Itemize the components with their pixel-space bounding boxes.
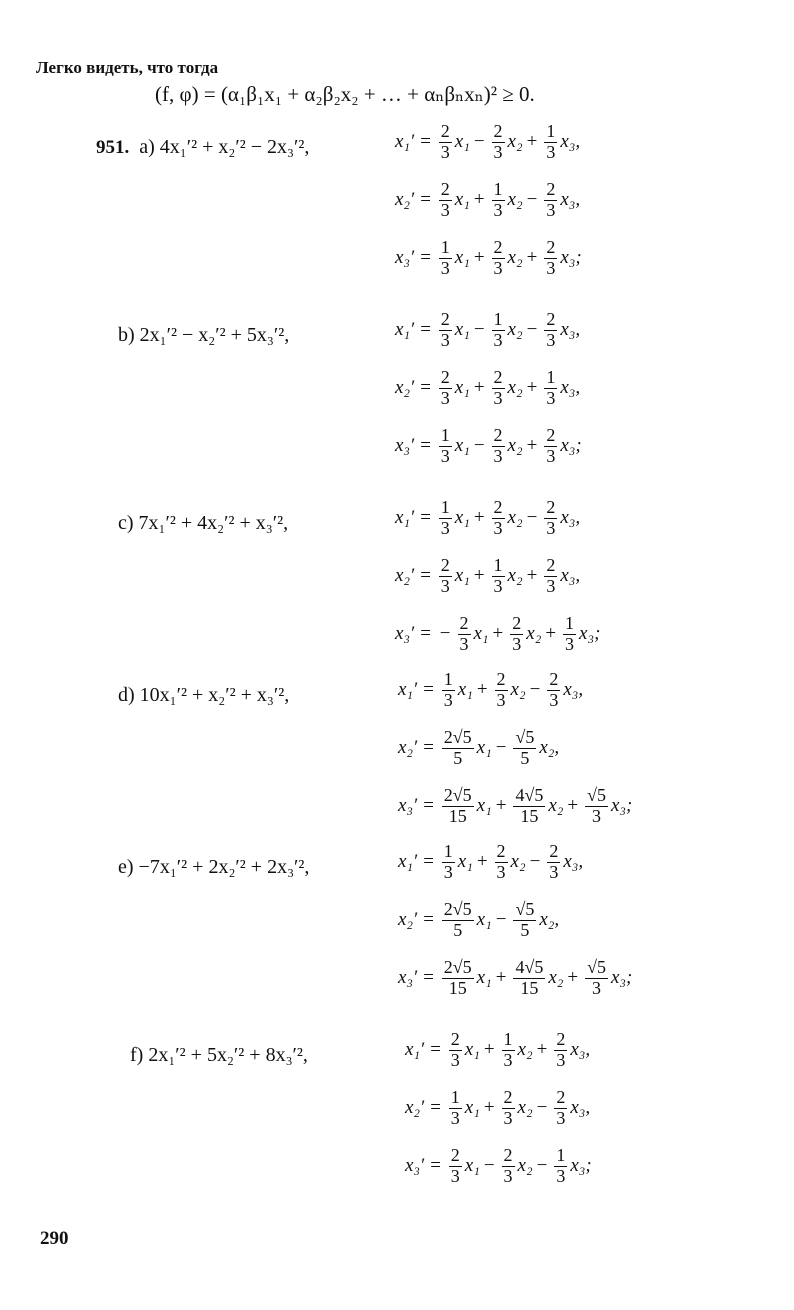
denominator: 3 xyxy=(546,445,556,466)
numerator: 2 xyxy=(546,237,556,257)
equation-lhs: x₁′ = xyxy=(395,507,432,529)
fraction xyxy=(449,1146,462,1187)
part-label xyxy=(118,512,288,535)
operator-sign: + xyxy=(567,967,579,989)
denominator: 3 xyxy=(546,575,556,596)
fraction xyxy=(442,670,455,711)
equation-lhs: x₁′ = xyxy=(398,851,435,873)
fraction xyxy=(492,122,505,163)
fraction xyxy=(449,1030,462,1071)
variable: x₂, xyxy=(539,737,560,759)
numerator: 2 xyxy=(440,367,450,387)
fraction xyxy=(554,1088,567,1129)
numerator: 1 xyxy=(440,497,450,517)
denominator: 5 xyxy=(453,747,463,768)
variable: x₁ xyxy=(464,1039,480,1061)
variable: x₂ xyxy=(548,795,564,817)
operator-sign: − xyxy=(495,737,507,759)
operator-sign: + xyxy=(473,189,485,211)
denominator: 3 xyxy=(546,141,556,162)
numerator: 4√5 xyxy=(515,957,544,977)
variable: x₃, xyxy=(563,679,584,701)
denominator: 3 xyxy=(512,633,522,654)
variable: x₃, xyxy=(560,131,581,153)
variable: x₂ xyxy=(517,1039,533,1061)
denominator: 3 xyxy=(493,445,503,466)
denominator: 3 xyxy=(493,575,503,596)
variable: x₃, xyxy=(560,319,581,341)
numerator: 2 xyxy=(512,613,522,633)
numerator: 2 xyxy=(556,1087,566,1107)
denominator: 3 xyxy=(443,689,453,710)
fraction xyxy=(492,498,505,539)
equation-row xyxy=(395,498,580,539)
operator-sign: + xyxy=(526,565,538,587)
denominator: 3 xyxy=(556,1107,566,1128)
denominator: 3 xyxy=(440,199,450,220)
equation-row xyxy=(398,900,559,941)
numerator: 2 xyxy=(493,497,503,517)
fraction xyxy=(492,426,505,467)
operator-sign: − xyxy=(526,319,538,341)
numerator: 2 xyxy=(450,1145,460,1165)
numerator: 2 xyxy=(440,555,450,575)
fraction xyxy=(495,842,508,883)
variable: x₃, xyxy=(560,565,581,587)
fraction xyxy=(439,498,452,539)
fraction xyxy=(544,180,557,221)
operator-sign: + xyxy=(526,131,538,153)
denominator: 3 xyxy=(503,1107,513,1128)
numerator: 1 xyxy=(565,613,575,633)
numerator: 2 xyxy=(549,669,559,689)
numerator: √5 xyxy=(587,957,606,977)
denominator: 3 xyxy=(440,329,450,350)
variable: x₂ xyxy=(507,435,523,457)
operator-sign: − xyxy=(439,623,451,645)
fraction xyxy=(439,556,452,597)
fraction xyxy=(544,426,557,467)
numerator: 2 xyxy=(493,425,503,445)
part-label xyxy=(118,856,309,879)
operator-sign: + xyxy=(567,795,579,817)
denominator: 3 xyxy=(443,861,453,882)
denominator: 3 xyxy=(565,633,575,654)
equation-lhs: x₁′ = xyxy=(395,131,432,153)
variable: x₃; xyxy=(610,795,633,817)
operator-sign: − xyxy=(473,435,485,457)
numerator: 2 xyxy=(440,179,450,199)
operator-sign: − xyxy=(483,1155,495,1177)
fraction xyxy=(513,900,536,941)
numerator: 2 xyxy=(503,1087,513,1107)
equation-row xyxy=(395,614,600,655)
denominator: 3 xyxy=(493,387,503,408)
numerator: 2 xyxy=(496,669,506,689)
denominator: 3 xyxy=(459,633,469,654)
variable: x₂ xyxy=(517,1097,533,1119)
fraction xyxy=(492,368,505,409)
fraction xyxy=(513,786,545,827)
equation-row xyxy=(395,122,580,163)
variable: x₂ xyxy=(510,679,526,701)
equation-row xyxy=(395,556,580,597)
part-label-text: f) 2x₁′² + 5x₂′² + 8x₃′², xyxy=(130,1044,308,1066)
numerator: 2 xyxy=(503,1145,513,1165)
equation-lhs: x₁′ = xyxy=(398,679,435,701)
variable: x₂ xyxy=(507,565,523,587)
equation-row xyxy=(395,180,580,221)
denominator: 3 xyxy=(450,1049,460,1070)
equation-row xyxy=(405,1088,590,1129)
part-label xyxy=(96,136,309,159)
numerator: 2 xyxy=(459,613,469,633)
fraction xyxy=(495,670,508,711)
variable: x₁ xyxy=(454,435,470,457)
fraction xyxy=(585,786,608,827)
variable: x₃; xyxy=(579,623,601,645)
problem-number: 951. xyxy=(96,137,130,158)
equation-row xyxy=(398,958,632,999)
equation-lhs: x₃′ = xyxy=(398,795,435,817)
variable: x₂ xyxy=(526,623,542,645)
equation-lhs: x₃′ = xyxy=(395,623,432,645)
numerator: 2 xyxy=(546,497,556,517)
variable: x₁ xyxy=(476,795,492,817)
page-number: 290 xyxy=(40,1228,69,1249)
fraction xyxy=(492,556,505,597)
equation-row xyxy=(398,670,583,711)
operator-sign: + xyxy=(483,1039,495,1061)
numerator: 2 xyxy=(496,841,506,861)
variable: x₃; xyxy=(560,435,582,457)
fraction xyxy=(439,426,452,467)
variable: x₁ xyxy=(454,565,470,587)
operator-sign: + xyxy=(473,565,485,587)
numerator: 2 xyxy=(493,367,503,387)
variable: x₃, xyxy=(560,377,581,399)
operator-sign: + xyxy=(476,679,488,701)
fraction xyxy=(544,238,557,279)
numerator: 1 xyxy=(546,121,556,141)
variable: x₂ xyxy=(507,247,523,269)
operator-sign: + xyxy=(473,247,485,269)
part-label-text: d) 10x₁′² + x₂′² + x₃′², xyxy=(118,684,290,706)
denominator: 3 xyxy=(440,445,450,466)
fraction xyxy=(513,958,545,999)
numerator: 2 xyxy=(546,309,556,329)
fraction xyxy=(492,310,505,351)
equation-row xyxy=(395,368,580,409)
main-formula: (f, φ) = (α₁β₁x₁ + α₂β₂x₂ + … + αₙβₙxₙ)² ≥ 0. xyxy=(155,82,535,106)
numerator: 2 xyxy=(546,425,556,445)
variable: x₂ xyxy=(507,377,523,399)
denominator: 3 xyxy=(493,257,503,278)
fraction xyxy=(547,842,560,883)
fraction xyxy=(502,1088,515,1129)
denominator: 3 xyxy=(549,861,559,882)
fraction xyxy=(458,614,471,655)
variable: x₂ xyxy=(548,967,564,989)
part-label-text: b) 2x₁′² − x₂′² + 5x₃′², xyxy=(118,324,290,346)
operator-sign: + xyxy=(545,623,557,645)
variable: x₁ xyxy=(454,189,470,211)
fraction xyxy=(442,786,474,827)
part-label xyxy=(118,324,289,347)
variable: x₁ xyxy=(464,1097,480,1119)
operator-sign: + xyxy=(526,377,538,399)
variable: x₁ xyxy=(457,851,473,873)
fraction xyxy=(563,614,576,655)
denominator: 15 xyxy=(520,977,539,998)
fraction xyxy=(492,180,505,221)
variable: x₁ xyxy=(454,377,470,399)
denominator: 3 xyxy=(493,141,503,162)
denominator: 5 xyxy=(453,919,463,940)
fraction xyxy=(439,238,452,279)
numerator: 1 xyxy=(493,179,503,199)
variable: x₁ xyxy=(454,247,470,269)
equation-row xyxy=(398,728,559,769)
equation-lhs: x₂′ = xyxy=(395,377,432,399)
part-label-text: a) 4x₁′² + x₂′² − 2x₃′², xyxy=(139,136,310,158)
denominator: 3 xyxy=(556,1165,566,1186)
equation-lhs: x₂′ = xyxy=(398,909,435,931)
part-label-text: e) −7x₁′² + 2x₂′² + 2x₃′², xyxy=(118,856,310,878)
operator-sign: − xyxy=(536,1155,548,1177)
variable: x₁ xyxy=(476,737,492,759)
numerator: 1 xyxy=(443,669,453,689)
denominator: 3 xyxy=(503,1049,513,1070)
variable: x₃; xyxy=(570,1155,592,1177)
denominator: 3 xyxy=(549,689,559,710)
fraction xyxy=(439,368,452,409)
denominator: 5 xyxy=(520,919,530,940)
denominator: 3 xyxy=(546,329,556,350)
numerator: √5 xyxy=(515,727,535,747)
equation-lhs: x₁′ = xyxy=(395,319,432,341)
equation-row xyxy=(398,842,583,883)
variable: x₁ xyxy=(473,623,489,645)
operator-sign: + xyxy=(492,623,504,645)
operator-sign: − xyxy=(526,507,538,529)
fraction xyxy=(510,614,523,655)
numerator: 2 xyxy=(546,555,556,575)
variable: x₃, xyxy=(570,1039,591,1061)
operator-sign: + xyxy=(536,1039,548,1061)
variable: x₂ xyxy=(517,1155,533,1177)
denominator: 3 xyxy=(592,805,602,826)
equation-lhs: x₃′ = xyxy=(405,1155,442,1177)
numerator: 1 xyxy=(493,555,503,575)
denominator: 3 xyxy=(496,689,506,710)
numerator: 1 xyxy=(440,425,450,445)
operator-sign: − xyxy=(529,679,541,701)
denominator: 3 xyxy=(546,517,556,538)
numerator: 2√5 xyxy=(443,727,472,747)
numerator: 2 xyxy=(556,1029,566,1049)
equation-row xyxy=(398,786,632,827)
fraction xyxy=(492,238,505,279)
operator-sign: − xyxy=(536,1097,548,1119)
operator-sign: + xyxy=(483,1097,495,1119)
variable: x₃, xyxy=(560,189,581,211)
fraction xyxy=(439,122,452,163)
variable: x₁ xyxy=(464,1155,480,1177)
numerator: 1 xyxy=(556,1145,566,1165)
denominator: 3 xyxy=(493,517,503,538)
fraction xyxy=(554,1146,567,1187)
operator-sign: + xyxy=(473,507,485,529)
operator-sign: − xyxy=(473,131,485,153)
equation-lhs: x₁′ = xyxy=(405,1039,442,1061)
operator-sign: − xyxy=(529,851,541,873)
numerator: 1 xyxy=(503,1029,513,1049)
denominator: 15 xyxy=(448,805,467,826)
variable: x₂, xyxy=(539,909,560,931)
equation-row xyxy=(405,1030,590,1071)
denominator: 15 xyxy=(448,977,467,998)
fraction xyxy=(442,842,455,883)
variable: x₃, xyxy=(563,851,584,873)
operator-sign: + xyxy=(526,247,538,269)
equation-lhs: x₂′ = xyxy=(395,189,432,211)
operator-sign: − xyxy=(526,189,538,211)
fraction xyxy=(544,368,557,409)
numerator: 1 xyxy=(440,237,450,257)
fraction xyxy=(544,556,557,597)
numerator: 1 xyxy=(493,309,503,329)
variable: x₁ xyxy=(476,967,492,989)
denominator: 3 xyxy=(440,517,450,538)
equation-lhs: x₂′ = xyxy=(398,737,435,759)
variable: x₃; xyxy=(610,967,633,989)
fraction xyxy=(547,670,560,711)
fraction xyxy=(544,310,557,351)
variable: x₃; xyxy=(560,247,582,269)
equation-lhs: x₃′ = xyxy=(395,247,432,269)
numerator: 1 xyxy=(443,841,453,861)
fraction xyxy=(544,122,557,163)
numerator: 2 xyxy=(549,841,559,861)
denominator: 3 xyxy=(440,387,450,408)
numerator: 4√5 xyxy=(515,785,544,805)
denominator: 3 xyxy=(440,575,450,596)
fraction xyxy=(449,1088,462,1129)
equation-row xyxy=(395,238,582,279)
denominator: 3 xyxy=(556,1049,566,1070)
equation-lhs: x₂′ = xyxy=(395,565,432,587)
fraction xyxy=(439,310,452,351)
variable: x₁ xyxy=(454,507,470,529)
fraction xyxy=(502,1030,515,1071)
denominator: 3 xyxy=(493,329,503,350)
numerator: 2 xyxy=(546,179,556,199)
operator-sign: + xyxy=(473,377,485,399)
equation-row xyxy=(395,310,580,351)
fraction xyxy=(554,1030,567,1071)
numerator: 2√5 xyxy=(443,957,472,977)
variable: x₂ xyxy=(507,319,523,341)
numerator: 2 xyxy=(450,1029,460,1049)
variable: x₃, xyxy=(570,1097,591,1119)
operator-sign: + xyxy=(495,967,507,989)
denominator: 3 xyxy=(493,199,503,220)
equation-lhs: x₃′ = xyxy=(395,435,432,457)
denominator: 3 xyxy=(546,387,556,408)
equation-lhs: x₃′ = xyxy=(398,967,435,989)
numerator: 2 xyxy=(493,121,503,141)
variable: x₁ xyxy=(454,319,470,341)
denominator: 3 xyxy=(592,977,602,998)
variable: x₁ xyxy=(457,679,473,701)
variable: x₂ xyxy=(510,851,526,873)
fraction xyxy=(442,900,474,941)
part-label xyxy=(118,684,289,707)
equation-lhs: x₂′ = xyxy=(405,1097,442,1119)
numerator: 2 xyxy=(493,237,503,257)
operator-sign: − xyxy=(495,909,507,931)
variable: x₁ xyxy=(476,909,492,931)
numerator: 2 xyxy=(440,121,450,141)
fraction xyxy=(442,728,474,769)
fraction xyxy=(513,728,536,769)
denominator: 3 xyxy=(546,199,556,220)
numerator: √5 xyxy=(587,785,606,805)
variable: x₂ xyxy=(507,189,523,211)
variable: x₂ xyxy=(507,131,523,153)
equation-row xyxy=(395,426,582,467)
operator-sign: + xyxy=(476,851,488,873)
variable: x₁ xyxy=(454,131,470,153)
intro-text: Легко видеть, что тогда xyxy=(36,58,219,77)
variable: x₃, xyxy=(560,507,581,529)
denominator: 3 xyxy=(496,861,506,882)
numerator: 1 xyxy=(450,1087,460,1107)
numerator: 2√5 xyxy=(443,785,472,805)
denominator: 5 xyxy=(520,747,530,768)
fraction xyxy=(585,958,608,999)
operator-sign: + xyxy=(495,795,507,817)
denominator: 3 xyxy=(503,1165,513,1186)
fraction xyxy=(439,180,452,221)
fraction xyxy=(442,958,474,999)
part-label-text: c) 7x₁′² + 4x₂′² + x₃′², xyxy=(118,512,289,534)
denominator: 3 xyxy=(440,141,450,162)
variable: x₂ xyxy=(507,507,523,529)
numerator: 1 xyxy=(546,367,556,387)
fraction xyxy=(502,1146,515,1187)
numerator: √5 xyxy=(515,899,535,919)
equation-row xyxy=(405,1146,592,1187)
operator-sign: − xyxy=(473,319,485,341)
denominator: 3 xyxy=(450,1165,460,1186)
operator-sign: + xyxy=(526,435,538,457)
denominator: 3 xyxy=(450,1107,460,1128)
denominator: 15 xyxy=(520,805,539,826)
part-label xyxy=(130,1044,308,1067)
denominator: 3 xyxy=(440,257,450,278)
numerator: 2 xyxy=(440,309,450,329)
denominator: 3 xyxy=(546,257,556,278)
numerator: 2√5 xyxy=(443,899,472,919)
fraction xyxy=(544,498,557,539)
